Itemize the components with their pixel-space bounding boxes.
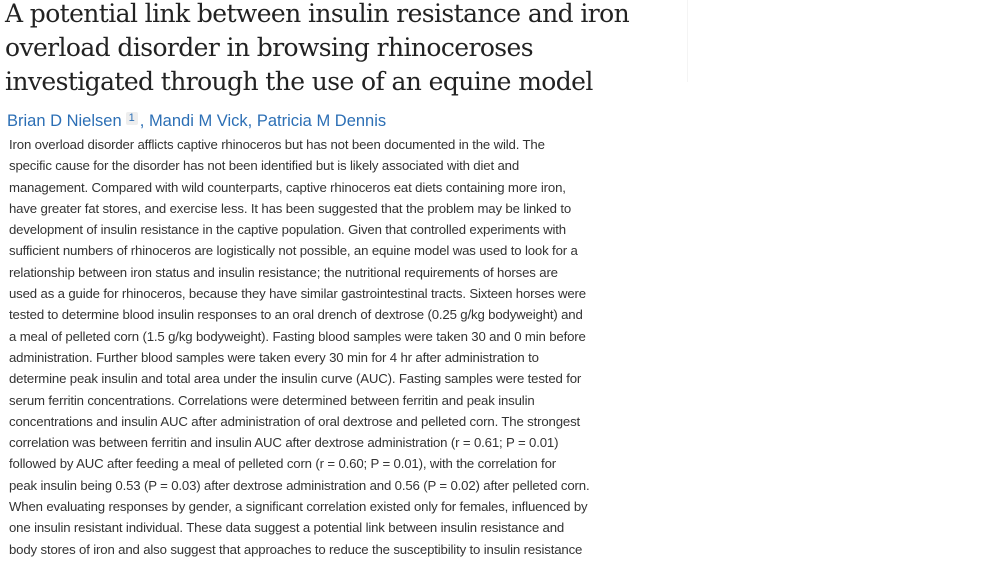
abstract-line: When evaluating responses by gender, a significant correlation existed only for females, influenced by [9,499,588,515]
author-link-nielsen[interactable]: Brian D Nielsen [7,112,122,130]
abstract-line: tested to determine blood insulin responses to an oral drench of dextrose (0.25 g/kg bodyweight) and [9,307,583,323]
title-block [0,0,688,96]
article-title [0,0,705,99]
abstract-text [9,134,669,560]
author-separator: , [139,112,149,130]
abstract-line: used as a guide for rhinoceros, because they have similar gastrointestinal tracts. Sixteen horses were [9,286,586,302]
abstract-line: development of insulin resistance in the captive population. Given that controlled experiments with [9,222,566,238]
abstract-line: followed by AUC after feeding a meal of pelleted corn (r = 0.60; P = 0.01), with the correlation for [9,456,557,472]
abstract-line: a meal of pelleted corn (1.5 g/kg bodyweight). Fasting blood samples were taken 30 and 0 min before [9,328,586,344]
abstract-line: peak insulin being 0.53 (P = 0.03) after dextrose administration and 0.56 (P = 0.02) after pelleted corn. [9,477,590,493]
abstract-line: one insulin resistant individual. These data suggest a potential link between insulin resistance and [9,520,565,536]
abstract-line: determine peak insulin and total area under the insulin curve (AUC). Fasting samples were tested for [9,371,582,387]
author-link-dennis[interactable]: Patricia M Dennis [256,112,387,130]
title-line: overload disorder in browsing rhinoceroses [5,33,533,62]
abstract-line: have greater fat stores, and exercise less. It has been suggested that the problem may be linked to [9,200,572,216]
abstract-line: administration. Further blood samples were taken every 30 min for 4 hr after administration to [9,349,539,365]
abstract-line: Iron overload disorder afflicts captive rhinoceros but has not been documented in the wild. The [9,137,545,152]
title-line: investigated through the use of an equine model [5,67,593,96]
abstract-line: concentrations and insulin AUC after administration of oral dextrose and pelleted corn. The strongest [9,413,581,429]
affiliation-badge[interactable]: 1 [126,112,138,125]
abstract-line: serum ferritin concentrations. Correlations were determined between ferritin and peak insulin [9,392,535,408]
abstract-line: relationship between iron status and insulin resistance; the nutritional requirements of horses are [9,264,558,280]
abstract-line: correlation was between ferritin and insulin AUC after dextrose administration (r = 0.61; P = 0.01) [9,435,559,451]
abstract-line: management. Compared with wild counterparts, captive rhinoceros eat diets containing more iron, [9,179,566,195]
abstract-line: specific cause for the disorder has not been identified but is likely associated with diet and [9,158,520,174]
author-separator: , [247,112,257,130]
abstract-line: sufficient numbers of rhinoceros are logistically not possible, an equine model was used to look for a [9,243,578,259]
author-list [7,110,386,132]
abstract-line: body stores of iron and also suggest that approaches to reduce the susceptibility to insulin resistance [9,541,583,557]
title-line: A potential link between insulin resistance and iron [5,0,630,28]
author-link-vick[interactable]: Mandi M Vick [148,112,248,130]
